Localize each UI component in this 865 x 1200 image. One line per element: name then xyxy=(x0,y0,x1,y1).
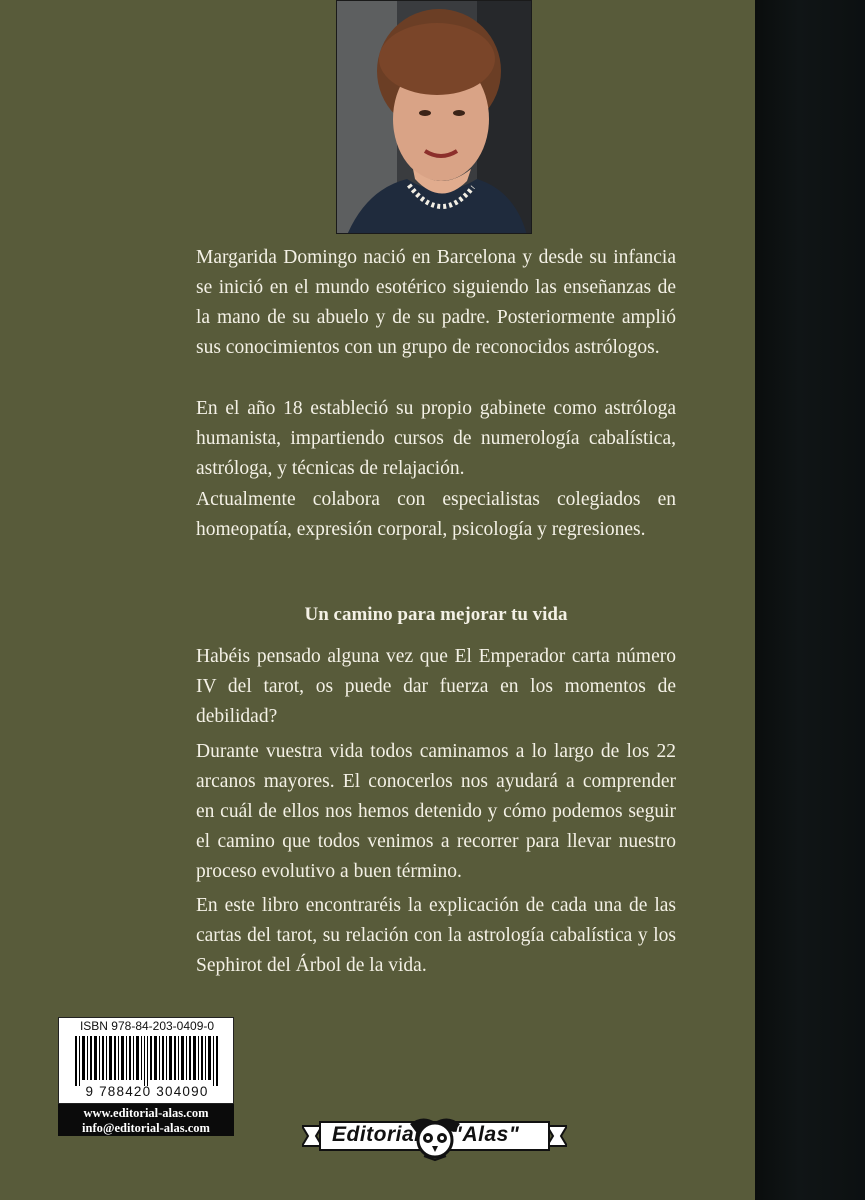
isbn-barcode-box xyxy=(58,1017,234,1104)
publisher-name-right: "Alas" xyxy=(452,1123,520,1146)
author-bio-paragraph-1: Margarida Domingo nació en Barcelona y desde su infancia se inició en el mundo esotérico siguiendo las enseñanzas de la mano de su abuelo y de su padre. Posteriormente amplió sus conocimientos con un grupo de reconocidos astrólogos. xyxy=(196,247,676,358)
email-text: info@editorial-alas.com xyxy=(82,1121,210,1135)
book-spine xyxy=(755,0,865,1200)
blurb-paragraph-3: En este libro encontraréis la explicación de cada una de las cartas del tarot, su relación con la astrología cabalística y los Sephirot del Árbol de la vida. xyxy=(196,895,676,976)
barcode-icon xyxy=(75,1036,219,1086)
website-text: www.editorial-alas.com xyxy=(83,1106,209,1120)
publisher-name-left: Editorial xyxy=(332,1123,421,1146)
author-bio-paragraph-3: Actualmente colabora con especialistas colegiados en homeopatía, expresión corporal, psicología y regresiones. xyxy=(196,489,676,540)
contact-box xyxy=(58,1104,234,1136)
author-portrait-icon xyxy=(337,1,532,234)
author-bio-paragraph-2: En el año 18 estableció su propio gabinete como astróloga humanista, impartiendo cursos de numerología cabalística, astróloga, y técnicas de relajación. xyxy=(196,398,676,479)
barcode-digits: 9 788420 304090 xyxy=(85,1084,209,1099)
author-photo xyxy=(336,0,532,234)
publisher-logo xyxy=(302,1112,567,1162)
isbn-label: ISBN 978-84-203-0409-0 xyxy=(79,1019,215,1033)
blurb-paragraph-1: Habéis pensado alguna vez que El Emperador carta número IV del tarot, os puede dar fuerza en los momentos de debilidad? xyxy=(196,646,676,727)
blurb-title: Un camino para mejorar tu vida xyxy=(304,604,568,625)
blurb-paragraph-2: Durante vuestra vida todos caminamos a lo largo de los 22 arcanos mayores. El conocerlos nos ayudará a comprender en cuál de ellos nos hemos detenido y cómo podemos seguir el camino que todos venimos a recorrer para llevar nuestro proceso evolutivo a buen término. xyxy=(196,741,676,882)
